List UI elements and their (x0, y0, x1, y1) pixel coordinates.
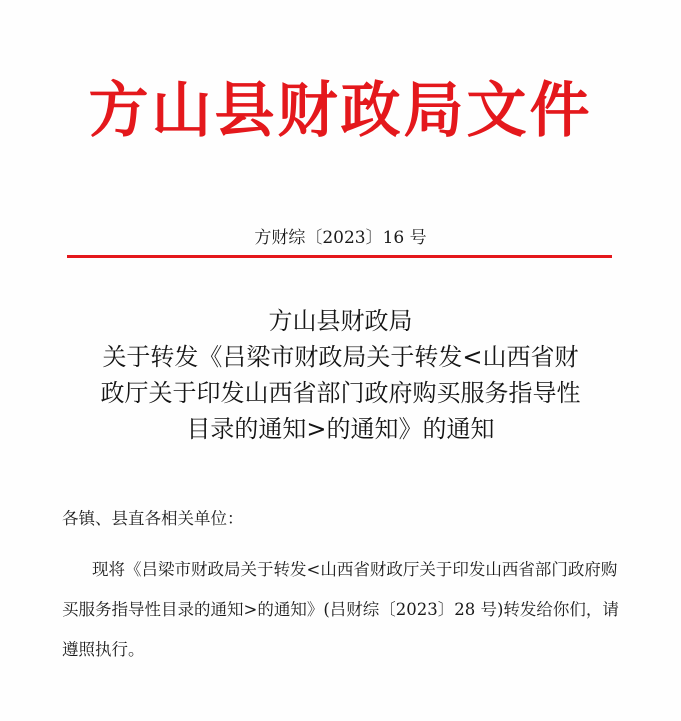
document-title-line-1: 方山县财政局 (268, 307, 413, 335)
document-title (40, 303, 641, 447)
document-body (62, 505, 622, 670)
red-divider-line (67, 255, 612, 258)
document-title-line-2: 关于转发《吕梁市财政局关于转发<山西省财 (102, 343, 579, 371)
document-number: 方财综〔2023〕16 号 (254, 228, 427, 248)
body-paragraph-container (62, 550, 622, 670)
body-paragraph: 现将《吕梁市财政局关于转发<山西省财政厅关于印发山西省部门政府购买服务指导性目录的通知>的通知》(吕财综〔2023〕28 号)转发给你们，请遵照执行。 (62, 560, 619, 659)
document-header-title: 方山县财政局文件 (88, 76, 593, 146)
document-title-line-3: 政厅关于印发山西省部门政府购买服务指导性 (100, 379, 581, 407)
document-title-line-4: 目录的通知>的通知》的通知 (186, 415, 495, 443)
salutation: 各镇、县直各相关单位： (62, 509, 244, 528)
